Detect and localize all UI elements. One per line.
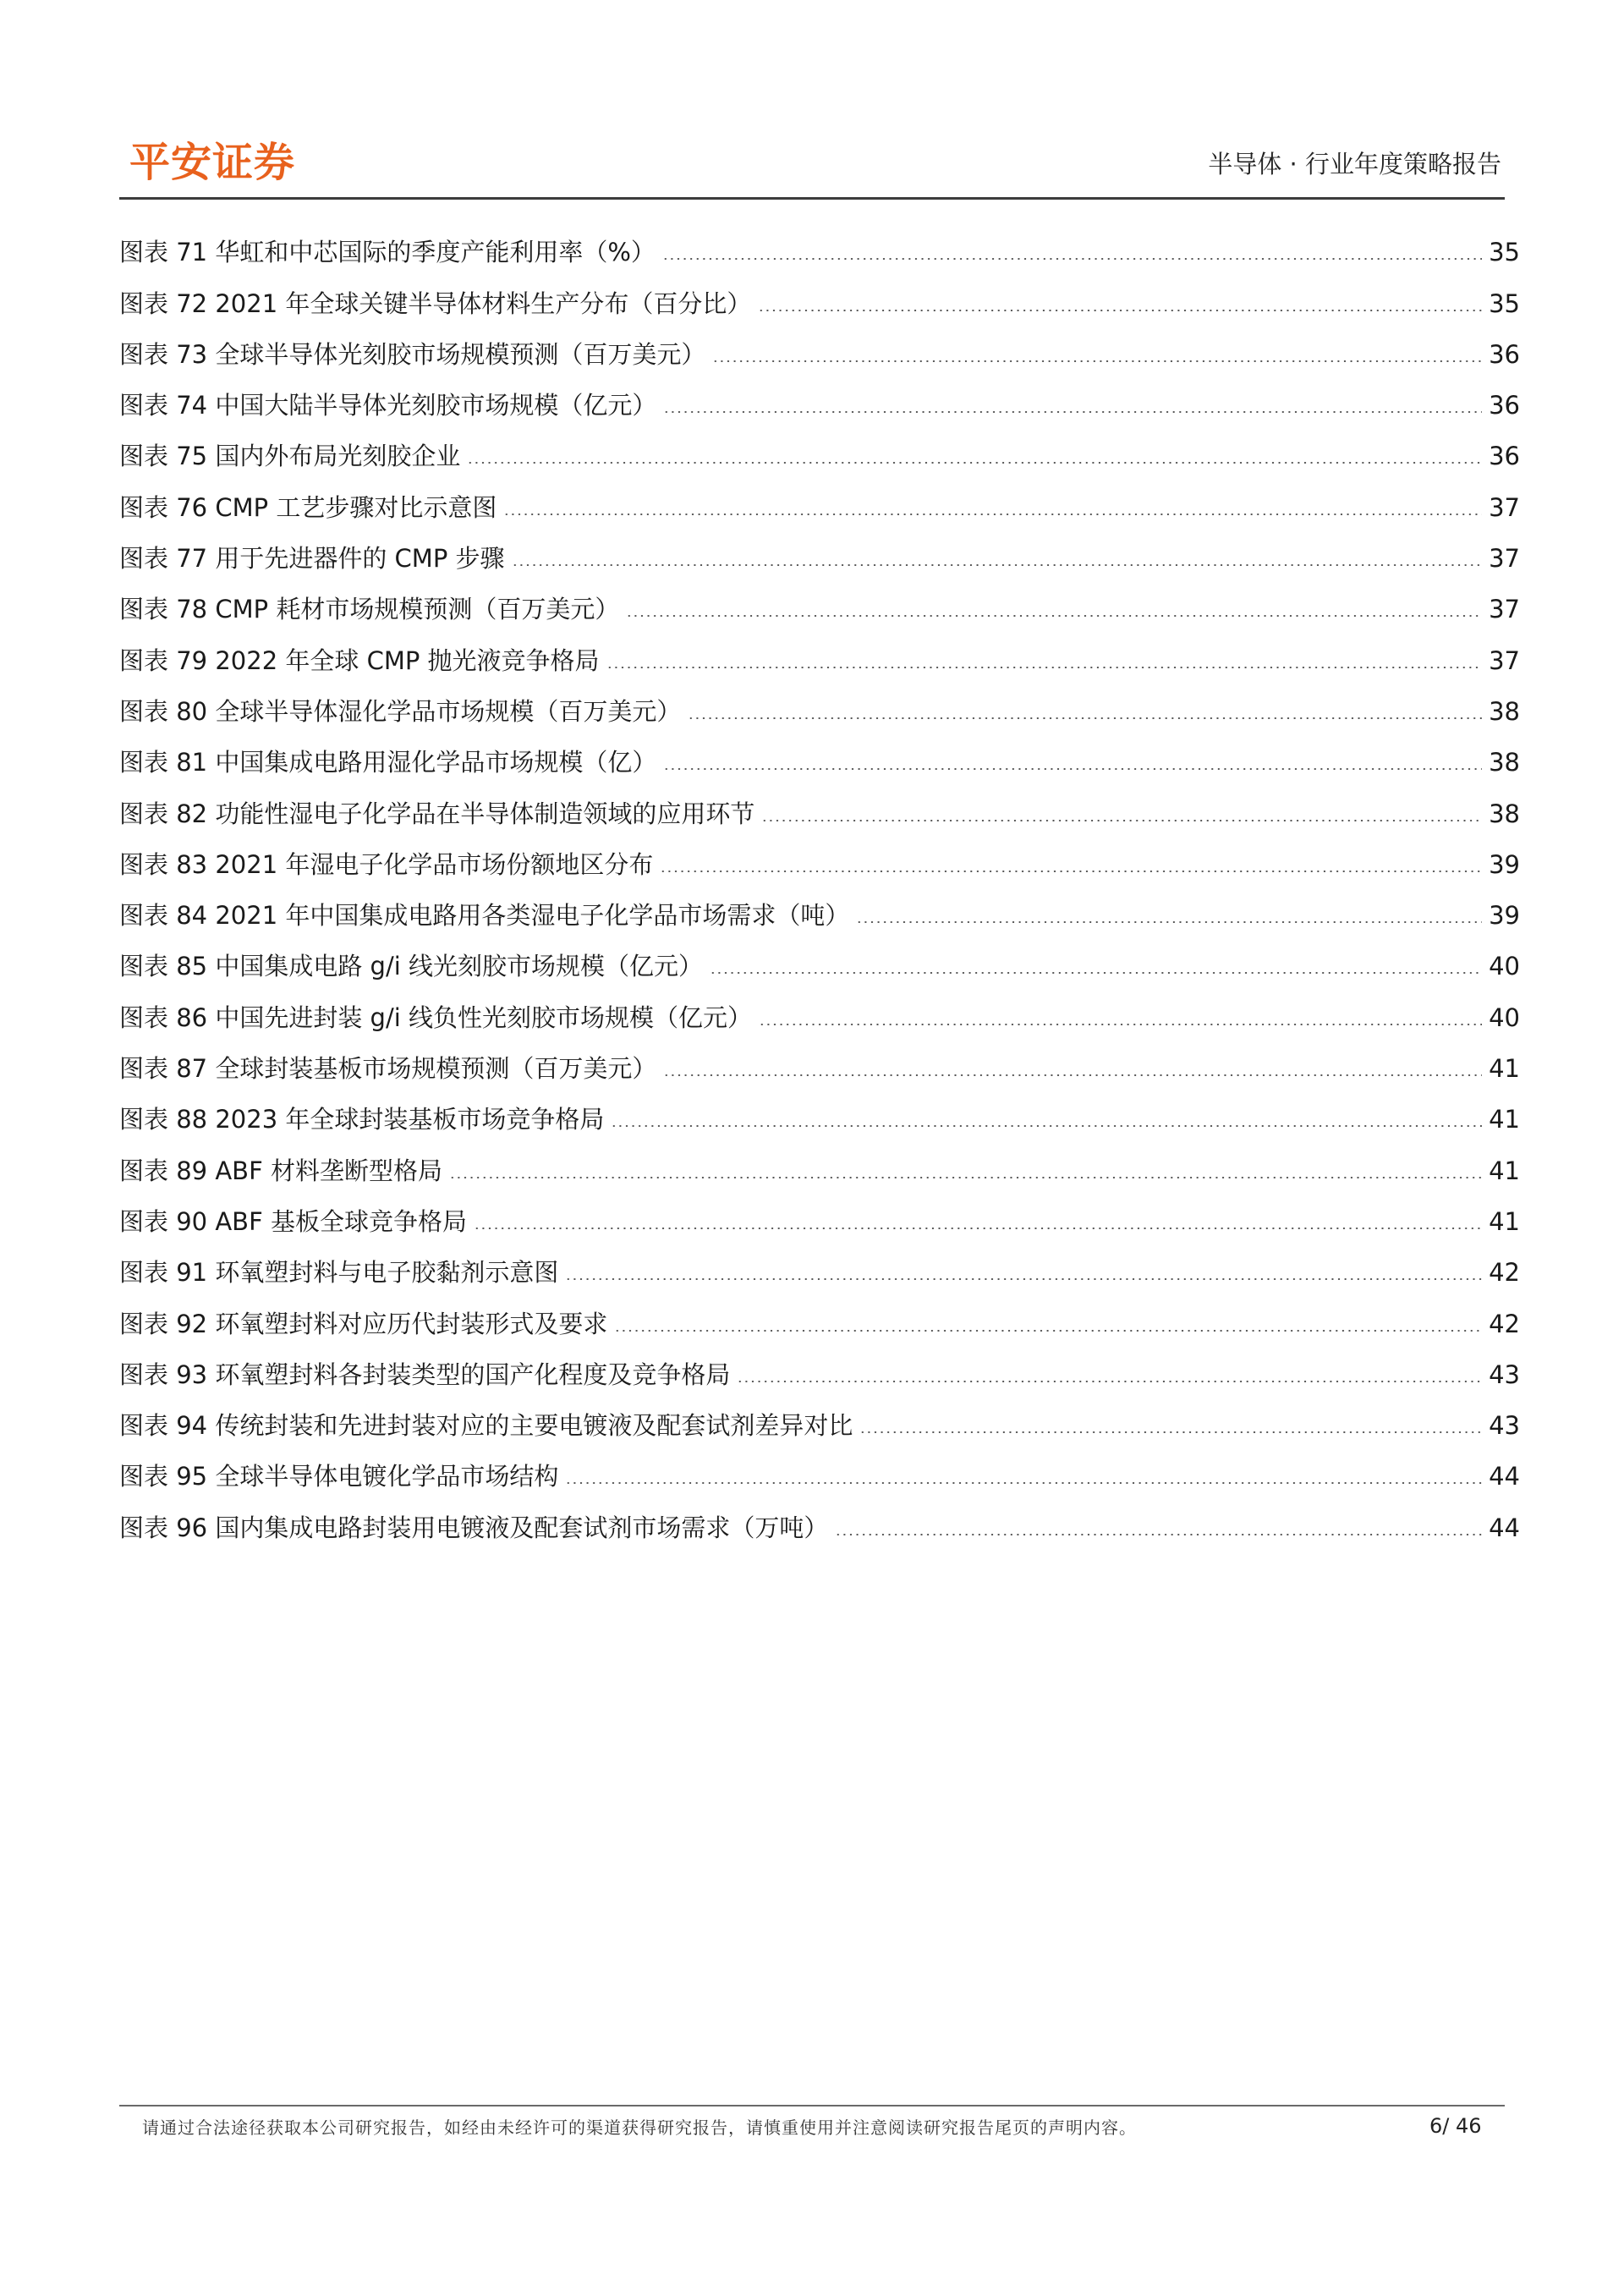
toc-entry-page-number: 37 [1489, 645, 1520, 675]
toc-entry-label: 图表 90 ABF 基板全球竞争格局 [119, 1206, 467, 1236]
toc-entry-page-number: 36 [1489, 391, 1520, 420]
toc-entry-page-number: 38 [1489, 799, 1520, 828]
toc-entry-page-number: 41 [1489, 1156, 1520, 1185]
toc-entry-page-number: 41 [1489, 1206, 1520, 1236]
toc-entry-page-number: 44 [1489, 1513, 1520, 1542]
header-divider [119, 197, 1505, 200]
toc-dot-leader [688, 717, 1482, 719]
toc-entry-page-number: 37 [1489, 492, 1520, 522]
toc-entry[interactable] [119, 1296, 1520, 1347]
toc-entry-label: 图表 72 2021 年全球关键半导体材料生产分布（百分比） [119, 288, 752, 318]
toc-entry-label: 图表 79 2022 年全球 CMP 抛光液竞争格局 [119, 645, 600, 675]
toc-entry-label: 图表 93 环氧塑封料各封装类型的国产化程度及竞争格局 [119, 1359, 731, 1389]
toc-entry[interactable] [119, 888, 1520, 939]
toc-entry-page-number: 37 [1489, 544, 1520, 574]
toc-entry-label: 图表 81 中国集成电路用湿化学品市场规模（亿） [119, 748, 657, 777]
toc-entry-page-number: 41 [1489, 1054, 1520, 1084]
toc-dot-leader [660, 871, 1482, 872]
toc-dot-leader [835, 1534, 1482, 1535]
toc-entry-label: 图表 88 2023 年全球封装基板市场竞争格局 [119, 1105, 605, 1134]
toc-entry-label: 图表 75 国内外布局光刻胶企业 [119, 442, 461, 471]
toc-entry-label: 图表 85 中国集成电路 g/i 线光刻胶市场规模（亿元） [119, 952, 704, 981]
toc-dot-leader [712, 360, 1482, 362]
toc-entry-page-number: 42 [1489, 1309, 1520, 1338]
toc-entry[interactable] [119, 378, 1520, 429]
toc-entry-label: 图表 76 CMP 工艺步骤对比示意图 [119, 492, 497, 522]
toc-entry[interactable] [119, 1092, 1520, 1143]
toc-entry[interactable] [119, 786, 1520, 837]
page-header [119, 135, 1505, 196]
toc-entry[interactable] [119, 1348, 1520, 1398]
toc-dot-leader [611, 1125, 1482, 1127]
toc-entry-label: 图表 82 功能性湿电子化学品在半导体制造领域的应用环节 [119, 799, 755, 828]
toc-dot-leader [449, 1177, 1482, 1178]
toc-dot-leader [737, 1381, 1482, 1382]
toc-entry-page-number: 43 [1489, 1411, 1520, 1441]
toc-entry[interactable] [119, 1245, 1520, 1296]
toc-entry[interactable] [119, 429, 1520, 480]
toc-entry-page-number: 40 [1489, 1002, 1520, 1032]
toc-entry-page-number: 38 [1489, 696, 1520, 726]
toc-entry-label: 图表 71 华虹和中芯国际的季度产能利用率（%） [119, 238, 656, 267]
toc-dot-leader [503, 514, 1482, 515]
toc-dot-leader [474, 1228, 1482, 1229]
toc-dot-leader [565, 1278, 1482, 1280]
toc-dot-leader [710, 972, 1482, 974]
toc-entry-label: 图表 95 全球半导体电镀化学品市场结构 [119, 1462, 559, 1491]
toc-dot-leader [614, 1330, 1482, 1332]
toc-entry-page-number: 39 [1489, 901, 1520, 931]
toc-entry-page-number: 35 [1489, 238, 1520, 267]
brand-logo: 平安证券 [129, 139, 296, 186]
toc-entry[interactable] [119, 1195, 1520, 1245]
toc-dot-leader [626, 615, 1482, 617]
toc-entry-label: 图表 74 中国大陆半导体光刻胶市场规模（亿元） [119, 391, 657, 420]
toc-entry-page-number: 44 [1489, 1462, 1520, 1491]
toc-entry-label: 图表 77 用于先进器件的 CMP 步骤 [119, 544, 505, 574]
toc-dot-leader [662, 258, 1482, 260]
toc-entry[interactable] [119, 531, 1520, 582]
toc-entry[interactable] [119, 735, 1520, 786]
toc-entry-page-number: 43 [1489, 1359, 1520, 1389]
toc-dot-leader [859, 1431, 1482, 1433]
toc-entry-label: 图表 91 环氧塑封料与电子胶黏剂示意图 [119, 1258, 559, 1288]
toc-entry-page-number: 38 [1489, 748, 1520, 777]
toc-entry[interactable] [119, 327, 1520, 378]
toc-dot-leader [758, 310, 1482, 311]
toc-entry-label: 图表 83 2021 年湿电子化学品市场份额地区分布 [119, 849, 654, 879]
toc-entry-label: 图表 86 中国先进封装 g/i 线负性光刻胶市场规模（亿元） [119, 1002, 753, 1032]
toc-entry[interactable] [119, 1143, 1520, 1194]
toc-entry[interactable] [119, 1041, 1520, 1092]
toc-dot-leader [761, 820, 1482, 821]
toc-entry-page-number: 41 [1489, 1105, 1520, 1134]
toc-entry-label: 图表 80 全球半导体湿化学品市场规模（百万美元） [119, 696, 682, 726]
toc-entry[interactable] [119, 276, 1520, 327]
toc-dot-leader [565, 1482, 1482, 1484]
toc-dot-leader [856, 921, 1482, 923]
toc-dot-leader [663, 768, 1482, 770]
toc-entry-page-number: 36 [1489, 339, 1520, 369]
toc-entry[interactable] [119, 582, 1520, 633]
toc-entry[interactable] [119, 633, 1520, 684]
toc-entry-page-number: 42 [1489, 1258, 1520, 1288]
toc-entry[interactable] [119, 684, 1520, 735]
toc-entry-label: 图表 78 CMP 耗材市场规模预测（百万美元） [119, 595, 620, 624]
toc-entry-label: 图表 94 传统封装和先进封装对应的主要电镀液及配套试剂差异对比 [119, 1411, 853, 1441]
toc-entry-page-number: 35 [1489, 288, 1520, 318]
toc-entry-label: 图表 87 全球封装基板市场规模预测（百万美元） [119, 1054, 657, 1084]
toc-entry-label: 图表 73 全球半导体光刻胶市场规模预测（百万美元） [119, 339, 706, 369]
toc-entry-label: 图表 84 2021 年中国集成电路用各类湿电子化学品市场需求（吨） [119, 901, 850, 931]
toc-entry[interactable] [119, 225, 1520, 276]
toc-dot-leader [663, 1074, 1482, 1076]
toc-entry[interactable] [119, 990, 1520, 1041]
toc-dot-leader [759, 1024, 1482, 1025]
table-of-figures [119, 225, 1520, 1552]
toc-dot-leader [606, 667, 1483, 668]
toc-entry-label: 图表 96 国内集成电路封装用电镀液及配套试剂市场需求（万吨） [119, 1513, 829, 1542]
footer-divider [119, 2105, 1505, 2106]
toc-entry-page-number: 36 [1489, 442, 1520, 471]
toc-dot-leader [663, 411, 1482, 413]
toc-entry[interactable] [119, 838, 1520, 888]
toc-entry[interactable] [119, 480, 1520, 530]
toc-entry[interactable] [119, 1398, 1520, 1449]
toc-entry-label: 图表 89 ABF 材料垄断型格局 [119, 1156, 442, 1185]
toc-entry[interactable] [119, 1449, 1520, 1500]
page-number: 6/ 46 [1429, 2114, 1482, 2138]
toc-entry-label: 图表 92 环氧塑封料对应历代封装形式及要求 [119, 1309, 608, 1338]
toc-entry-page-number: 37 [1489, 595, 1520, 624]
toc-dot-leader [467, 462, 1482, 464]
report-title: 半导体 · 行业年度策略报告 [1208, 150, 1501, 179]
toc-entry[interactable] [119, 939, 1520, 990]
toc-entry-page-number: 39 [1489, 849, 1520, 879]
footer-disclaimer: 请通过合法途径获取本公司研究报告，如经由未经许可的渠道获得研究报告，请慎重使用并注意阅读研究报告尾页的声明内容。 [142, 2117, 1137, 2138]
toc-dot-leader [512, 564, 1483, 566]
toc-entry-page-number: 40 [1489, 952, 1520, 981]
toc-entry[interactable] [119, 1500, 1520, 1551]
